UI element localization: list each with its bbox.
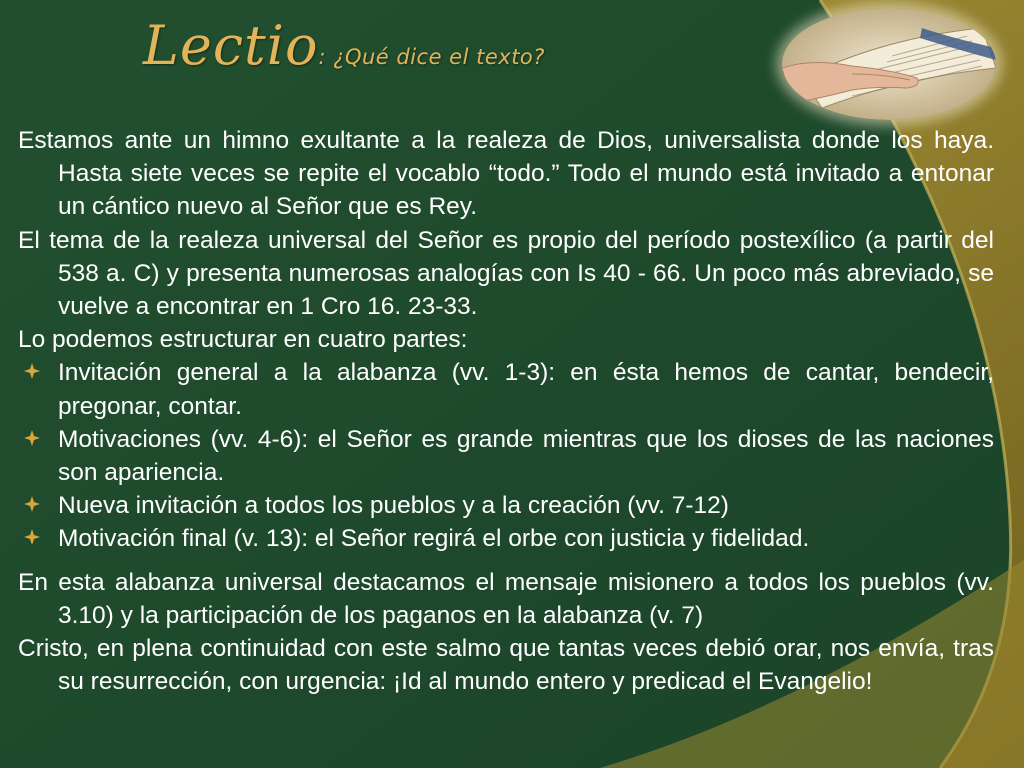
list-item <box>18 522 994 555</box>
diamond-bullet-icon <box>22 494 42 514</box>
bullet-text-4: Motivación final (v. 13): el Señor regirá el orbe con justicia y fidelidad. <box>58 525 810 553</box>
title-subtitle: : ¿Qué dice el texto? <box>318 45 545 69</box>
bullet-text-2: Motivaciones (vv. 4-6): el Señor es grande mientras que los dioses de las naciones son apariencia. <box>58 425 994 487</box>
intro-paragraph-2: El tema de la realeza universal del Señor es propio del período postexílico (a partir del 538 a. C) y presenta numerosas analogías con Is 40 - 66. Un poco más abreviado, se vuelve a encontrar en 1 Cro 16. 23-33. <box>18 226 994 321</box>
bullet-text-1: Invitación general a la alabanza (vv. 1-3): en ésta hemos de cantar, bendecir, pregonar, contar. <box>58 359 994 420</box>
diamond-bullet-icon <box>22 527 42 547</box>
closing-paragraph-1: En esta alabanza universal destacamos el mensaje misionero a todos los pueblos (vv. 3.10) y la participación de los paganos en la alabanza (v. 7) <box>18 568 994 629</box>
bible-reading-hands-photo <box>782 8 996 120</box>
slide-title <box>143 14 545 77</box>
bullet-text-3: Nueva invitación a todos los pueblos y a la creación (vv. 7-12) <box>58 492 729 520</box>
intro-paragraph-3: Lo podemos estructurar en cuatro partes: <box>18 326 468 354</box>
intro-paragraph-1: Estamos ante un himno exultante a la realeza de Dios, universalista donde los haya. Hasta siete veces se repite el vocablo “todo.” Todo el mundo está invitado a entonar un cántico nuevo al Señor que es Rey. <box>18 127 994 221</box>
list-item <box>18 423 994 489</box>
list-item <box>18 489 994 522</box>
slide-body <box>18 124 994 698</box>
closing-paragraph-2: Cristo, en plena continuidad con este salmo que tantas veces debió orar, nos envía, tras su resurrección, con urgencia: ¡Id al mundo entero y predicad el Evangelio! <box>18 635 994 696</box>
title-main: Lectio <box>143 14 319 77</box>
diamond-bullet-icon <box>22 361 42 381</box>
diamond-bullet-icon <box>22 428 42 448</box>
list-item <box>18 356 994 422</box>
